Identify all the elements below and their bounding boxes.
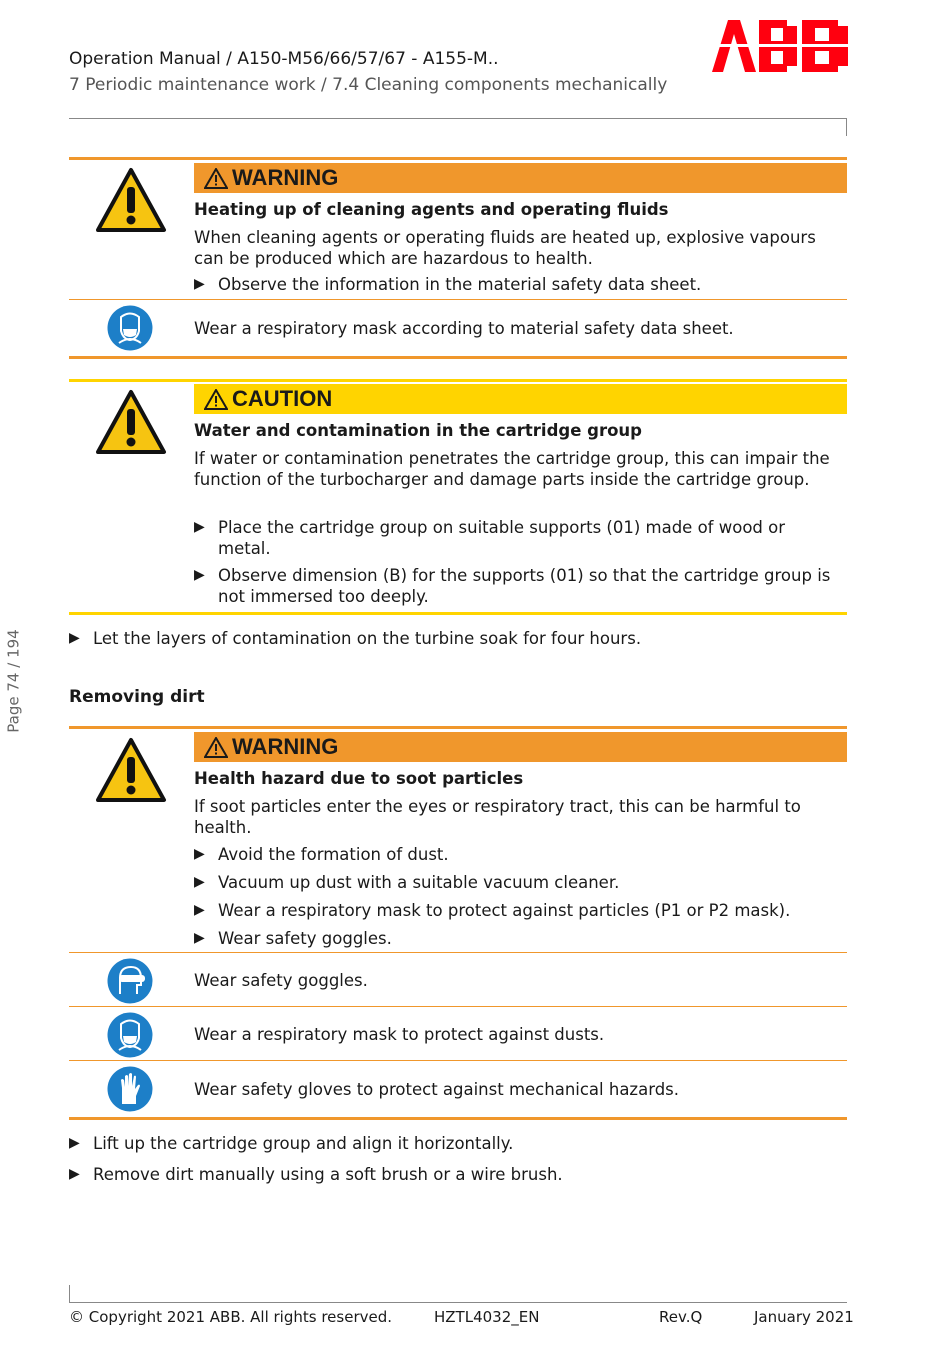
bullet-arrow-icon: ▶: [194, 902, 205, 918]
header-divider-tick: [846, 118, 847, 136]
bullet-arrow-icon: ▶: [194, 567, 205, 583]
header-divider: [69, 118, 847, 119]
warning-triangle-icon: [204, 737, 228, 758]
divider: [69, 952, 847, 953]
warning-top-rule: [69, 726, 847, 729]
safety-gloves-icon: [107, 1066, 153, 1112]
caution-bottom-rule: [69, 612, 847, 615]
warning-label: WARNING: [232, 734, 339, 759]
document-title: Operation Manual / A150-M56/66/57/67 - A155-M..: [69, 49, 499, 69]
safety-goggles-icon: [107, 958, 153, 1004]
mandatory-note: Wear a respiratory mask to protect against dusts.: [194, 1025, 605, 1044]
warning-heading: Health hazard due to soot particles: [194, 769, 524, 788]
footer-copyright: © Copyright 2021 ABB. All rights reserved.: [69, 1308, 393, 1326]
divider: [69, 1060, 847, 1061]
section-heading: Removing dirt: [69, 687, 205, 707]
page-number: Page 74 / 194: [4, 629, 23, 733]
bullet-arrow-icon: ▶: [194, 846, 205, 862]
footer-divider-tick: [69, 1285, 70, 1303]
mandatory-note: Wear safety gloves to protect against mechanical hazards.: [194, 1080, 680, 1099]
warning-bottom-rule: [69, 356, 847, 359]
warning-text: If soot particles enter the eyes or respiratory tract, this can be harmful to health.: [194, 797, 801, 837]
bullet-arrow-icon: ▶: [69, 1166, 80, 1182]
footer-divider: [69, 1302, 847, 1303]
bullet-arrow-icon: ▶: [194, 276, 205, 292]
caution-banner: [194, 384, 847, 414]
abb-logo: [712, 20, 848, 72]
caution-heading: Water and contamination in the cartridge group: [194, 421, 642, 440]
bullet-arrow-icon: ▶: [69, 1135, 80, 1151]
caution-top-rule: [69, 379, 847, 382]
mandatory-note: Wear safety goggles.: [194, 971, 368, 990]
caution-label: CAUTION: [232, 386, 333, 411]
warning-banner: [194, 732, 847, 762]
warning-bottom-rule: [69, 1117, 847, 1120]
warning-triangle-icon: [95, 167, 167, 233]
warning-banner: [194, 163, 847, 193]
bullet-arrow-icon: ▶: [69, 630, 80, 646]
bullet-arrow-icon: ▶: [194, 519, 205, 535]
warning-top-rule: [69, 157, 847, 160]
footer-date: January 2021: [754, 1308, 854, 1326]
warning-label: WARNING: [232, 165, 339, 190]
caution-text: If water or contamination penetrates the cartridge group, this can impair the function of the turbocharger and damage parts inside the cartridge group.: [194, 449, 830, 489]
warning-triangle-icon: [95, 737, 167, 803]
warning-triangle-icon: [204, 168, 228, 189]
divider: [69, 299, 847, 300]
respiratory-mask-icon: [107, 305, 153, 351]
bullet-arrow-icon: ▶: [194, 930, 205, 946]
bullet-arrow-icon: ▶: [194, 874, 205, 890]
respiratory-mask-icon: [107, 1012, 153, 1058]
warning-heading: Heating up of cleaning agents and operating fluids: [194, 200, 669, 219]
warning-text: When cleaning agents or operating fluids are heated up, explosive vapours can be produced which are hazardous to health.: [194, 228, 816, 268]
footer-doc-id: HZTL4032_EN: [434, 1308, 540, 1326]
footer-revision: Rev.Q: [659, 1308, 703, 1326]
chapter-breadcrumb: 7 Periodic maintenance work / 7.4 Cleaning components mechanically: [69, 75, 668, 95]
mandatory-note: Wear a respiratory mask according to material safety data sheet.: [194, 319, 734, 338]
divider: [69, 1006, 847, 1007]
warning-triangle-icon: [204, 389, 228, 410]
warning-triangle-icon: [95, 389, 167, 455]
